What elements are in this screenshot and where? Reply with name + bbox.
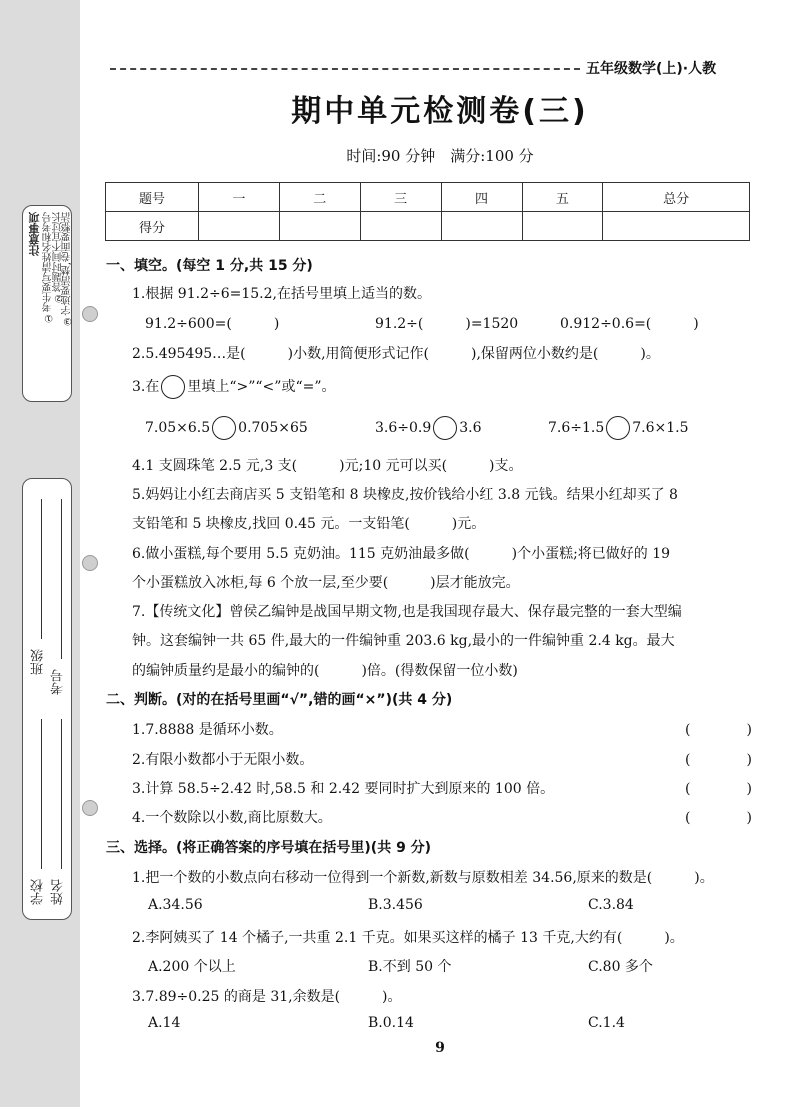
note-2: ②答题时间不宜过长 bbox=[53, 212, 64, 303]
s1-q4: 4.1 支圆珠笔 2.5 元,3 支( )元;10 元可以买( )支。 bbox=[132, 458, 523, 474]
s1-q1-part2: 91.2÷( )=1520 bbox=[375, 316, 519, 332]
note-3: ③字迹要清楚,卷面要整洁 bbox=[62, 212, 73, 327]
header-dashed-line bbox=[110, 68, 580, 70]
cell-part: 三 bbox=[360, 183, 441, 212]
binding-hole bbox=[82, 555, 98, 571]
cell-part: 五 bbox=[522, 183, 603, 212]
score-input-row bbox=[106, 212, 750, 241]
judge-bracket[interactable]: ( ) bbox=[685, 752, 752, 768]
s1-q7-line2: 钟。这套编钟一共 65 件,最大的一件编钟重 203.6 kg,最小的一件编钟重 2.4 kg。最大 bbox=[132, 633, 675, 649]
option-a[interactable]: A.200 个以上 bbox=[148, 959, 236, 975]
compare-circle[interactable] bbox=[606, 416, 630, 440]
field-name: 姓名 bbox=[51, 879, 66, 905]
score-header-row bbox=[106, 183, 750, 212]
judge-bracket[interactable]: ( ) bbox=[685, 781, 752, 797]
s2-item2: 2.有限小数都小于无限小数。 bbox=[132, 752, 314, 768]
cell-part: 一 bbox=[199, 183, 280, 212]
s3-q3: 3.7.89÷0.25 的商是 31,余数是( )。 bbox=[132, 989, 402, 1005]
option-b[interactable]: B.0.14 bbox=[368, 1015, 414, 1031]
score-cell[interactable] bbox=[360, 212, 441, 241]
option-a[interactable]: A.14 bbox=[148, 1015, 181, 1031]
s1-q6-line1: 6.做小蛋糕,每个要用 5.5 克奶油。115 克奶油最多做( )个小蛋糕;将已做好的 19 bbox=[132, 546, 671, 562]
score-cell[interactable] bbox=[441, 212, 522, 241]
class-line bbox=[41, 499, 42, 639]
s1-q3-part2 bbox=[375, 416, 482, 440]
score-table bbox=[105, 182, 750, 241]
name-line bbox=[61, 719, 62, 869]
s1-q1-part1: 91.2÷600=( ) bbox=[145, 316, 280, 332]
field-school: 学校 bbox=[31, 879, 46, 905]
s2-item4: 4.一个数除以小数,商比原数大。 bbox=[132, 810, 332, 826]
s3-q1: 1.把一个数的小数点向右移动一位得到一个新数,新数与原数相差 34.56,原来的数是( )。 bbox=[132, 870, 714, 886]
s1-q5-line1: 5.妈妈让小红去商店买 5 支铅笔和 8 块橡皮,按价钱给小红 3.8 元钱。结果小红却买了 8 bbox=[132, 487, 678, 503]
note-1: ①考生要写清姓名和考号 bbox=[43, 212, 54, 323]
s2-item1: 1.7.8888 是循环小数。 bbox=[132, 722, 283, 738]
right-expr: 7.6×1.5 bbox=[632, 420, 689, 436]
score-cell[interactable] bbox=[279, 212, 360, 241]
time-info: 时间:90 分钟 满分:100 分 bbox=[346, 147, 534, 165]
cell-part: 四 bbox=[441, 183, 522, 212]
binding-hole bbox=[82, 800, 98, 816]
compare-circle[interactable] bbox=[212, 416, 236, 440]
option-b[interactable]: B.不到 50 个 bbox=[368, 959, 452, 975]
school-line bbox=[41, 719, 42, 869]
left-expr: 7.6÷1.5 bbox=[548, 420, 605, 436]
s1-q7-line1: 7.【传统文化】曾侯乙编钟是战国早期文物,也是我国现存最大、保存最完整的一套大型编 bbox=[132, 604, 682, 620]
section2-heading: 二、判断。(对的在括号里画“√”,错的画“×”)(共 4 分) bbox=[106, 692, 453, 708]
s1-q1-part3: 0.912÷0.6=( ) bbox=[560, 316, 699, 332]
left-expr: 7.05×6.5 bbox=[145, 420, 211, 436]
binding-hole bbox=[82, 306, 98, 322]
option-b[interactable]: B.3.456 bbox=[368, 897, 423, 913]
page-title: 期中单元检测卷(三) bbox=[291, 94, 589, 129]
student-info-box bbox=[22, 478, 72, 920]
s1-q3-part1 bbox=[145, 416, 308, 440]
cell-label: 题号 bbox=[106, 183, 199, 212]
s1-q3-a: 3.在 bbox=[132, 379, 160, 395]
right-expr: 0.705×65 bbox=[238, 420, 308, 436]
field-number: 考号 bbox=[51, 669, 66, 695]
section1-heading: 一、填空。(每空 1 分,共 15 分) bbox=[106, 258, 313, 274]
s3-q2: 2.李阿姨买了 14 个橘子,一共重 2.1 千克。如果买这样的橘子 13 千克,大约有( )。 bbox=[132, 930, 684, 946]
s1-q3-part3 bbox=[548, 416, 689, 440]
compare-circle[interactable] bbox=[433, 416, 457, 440]
score-cell[interactable] bbox=[603, 212, 750, 241]
page-number: 9 bbox=[435, 1040, 445, 1056]
option-a[interactable]: A.34.56 bbox=[148, 897, 203, 913]
s1-q5-line2: 支铅笔和 5 块橡皮,找回 0.45 元。一支铅笔( )元。 bbox=[132, 516, 486, 532]
series-label: 五年级数学(上)·人教 bbox=[586, 61, 717, 77]
right-expr: 3.6 bbox=[459, 420, 482, 436]
cell-total: 总分 bbox=[603, 183, 750, 212]
option-c[interactable]: C.80 多个 bbox=[588, 959, 653, 975]
score-cell[interactable] bbox=[522, 212, 603, 241]
score-cell[interactable] bbox=[199, 212, 280, 241]
judge-bracket[interactable]: ( ) bbox=[685, 810, 752, 826]
s1-q3 bbox=[132, 375, 336, 399]
s1-q2: 2.5.495495…是( )小数,用简便形式记作( ),保留两位小数约是( )。 bbox=[132, 346, 660, 362]
s2-item3: 3.计算 58.5÷2.42 时,58.5 和 2.42 要同时扩大到原来的 100 倍。 bbox=[132, 781, 555, 797]
number-line bbox=[61, 499, 62, 659]
s1-q3-b: 里填上“>”“<”或“=”。 bbox=[187, 379, 336, 395]
option-c[interactable]: C.3.84 bbox=[588, 897, 634, 913]
s1-q1: 1.根据 91.2÷6=15.2,在括号里填上适当的数。 bbox=[132, 286, 431, 302]
s1-q6-line2: 个小蛋糕放入冰柜,每 6 个放一层,至少要( )层才能放完。 bbox=[132, 575, 520, 591]
s1-q7-line3: 的编钟质量约是最小的编钟的( )倍。(得数保留一位小数) bbox=[132, 663, 518, 679]
circle-placeholder bbox=[161, 375, 185, 399]
judge-bracket[interactable]: ( ) bbox=[685, 722, 752, 738]
cell-part: 二 bbox=[279, 183, 360, 212]
field-class: 班级 bbox=[31, 649, 46, 675]
left-expr: 3.6÷0.9 bbox=[375, 420, 432, 436]
notes-box bbox=[22, 205, 72, 402]
notes-title: 注意事项 bbox=[28, 212, 41, 256]
section3-heading: 三、选择。(将正确答案的序号填在括号里)(共 9 分) bbox=[106, 840, 432, 856]
option-c[interactable]: C.1.4 bbox=[588, 1015, 625, 1031]
cell-score-label: 得分 bbox=[106, 212, 199, 241]
